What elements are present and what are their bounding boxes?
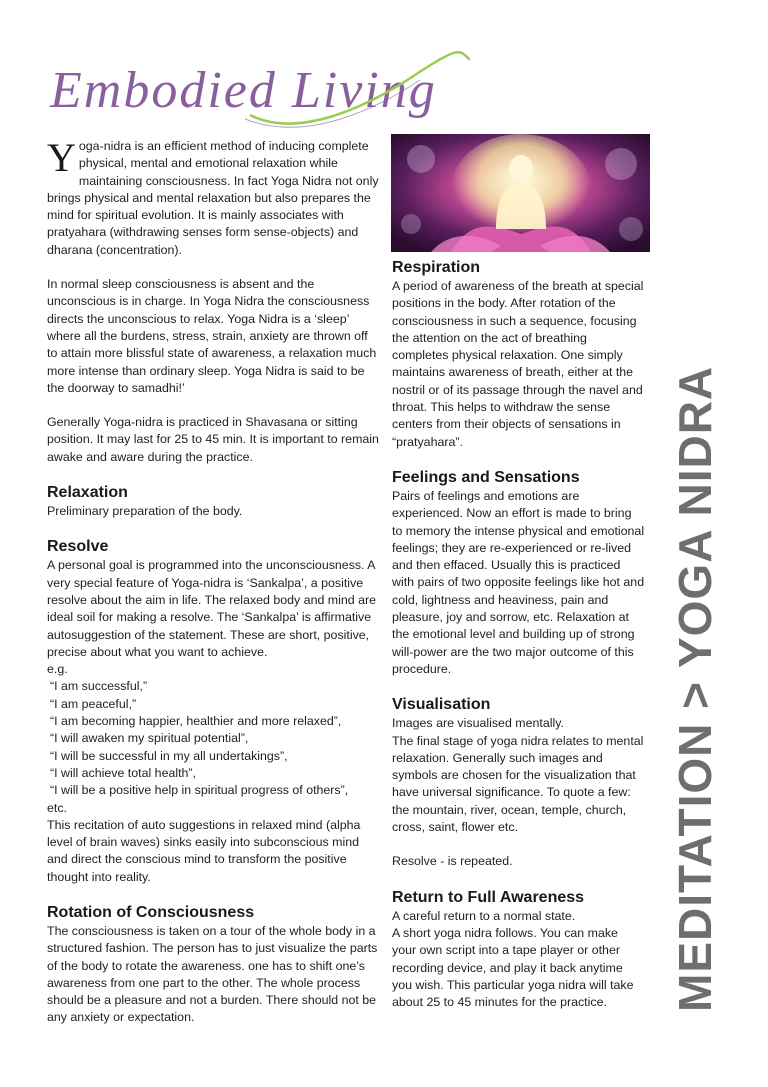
relaxation-heading: Relaxation (47, 484, 128, 502)
example-line: “I will achieve total health”, (50, 765, 197, 780)
rotation-heading: Rotation of Consciousness (47, 903, 255, 921)
sleep-paragraph: In normal sleep consciousness is absent and the unconscious is in charge. In Yoga Nidra the consciousness directs the unconscious to relax. Yoga Nidra is a ‘sleep’ where all the burdens, stress, strain, anxiety are thrown off to attain more blissful state of awareness, a relaxation much more intense than ordinary sleep. Yoga Nidra is said to be the doorway to samadhi!’ (47, 277, 377, 395)
example-line: “I am peaceful,” (50, 696, 137, 711)
resolve-text: A personal goal is programmed into the unconsciousness. A very special feature of Yoga-nidra is ‘Sankalpa’, a positive resolve about the aim in life. The relaxed body and mind are ideal soil for making a resolve. The ‘Sankalpa’ is affirmative autosuggestion of the statement. These are short, positive, precise about what you want to achieve. (47, 558, 377, 659)
meditation-photo (391, 134, 650, 252)
visualisation-text-1: Images are visualised mentally. (392, 716, 564, 731)
example-line: “I will awaken my spiritual potential”, (50, 731, 249, 746)
resolve-heading: Resolve (47, 538, 109, 556)
rotation-text: The consciousness is taken on a tour of the whole body in a structured fashion. The person has to just visualize the parts of the body to rotate the awareness. one has to shift one’s awareness from one part to the other. The whole process should be a pleasure and not a burden. There should not be any anxiety or expectation. (47, 923, 378, 1025)
example-line: “I will be successful in my all undertakings”, (50, 748, 288, 763)
feelings-text: Pairs of feelings and emotions are experienced. Now an effort is made to bring to memory the intense physical and emotional feelings; they are re-experienced or re-lived and then effaced. Usually this is practiced with pairs of two opposite feelings like hot and cold, lightness and heaviness, pain and pleasure, joy and sorrow, etc. Relaxation at the emotional level and building up of strong will-power are the two major outcome of this procedure. (392, 488, 645, 676)
left-column (47, 135, 379, 1027)
section-side-title: MEDITATION > YOGA NIDRA (669, 365, 721, 1012)
respiration-text: A period of awareness of the breath at special positions in the body. After rotation of the consciousness in such a sequence, focusing the attention on the act of breathing completes physical relaxation. One simply maintains awareness of breath, either at the nostril or of its passage through the navel and throat. This helps to withdraw the sense centers from their objects of sensations in “pratyahara”. (392, 279, 644, 449)
return-text-2: A short yoga nidra follows. You can make your own script into a tape player or other recording device, and play it back anytime you wish. This particular yoga nidra will take about 25 to 45 minutes for the practice. (392, 925, 634, 1010)
example-line: “I am successful,” (50, 679, 148, 694)
example-line: “I will be a positive help in spiritual progress of others”, (50, 783, 349, 798)
etc-label: etc. (47, 800, 67, 815)
resolve-after-text: This recitation of auto suggestions in relaxed mind (alpha level of brain waves) sinks easily into subconscious mind and direct the conscious mind to transform the positive thought into reality. (47, 817, 361, 884)
embodied-living-logo (40, 45, 470, 135)
intro-text: oga-nidra is an efficient method of inducing complete physical, mental and emotional relaxation while maintaining consciousness. In fact Yoga Nidra not only brings physical and mental relaxation but also prepares the mind for spiritual evolution. It is mainly associates with pratyahara (withdrawing senses form sense-objects) and dharana (concentration). (47, 139, 379, 257)
logo-graphic (40, 45, 470, 135)
relaxation-text: Preliminary preparation of the body. (47, 504, 243, 519)
respiration-heading: Respiration (392, 259, 481, 276)
resolve-repeat-text: Resolve - is repeated. (392, 854, 513, 869)
return-heading: Return to Full Awareness (392, 888, 585, 906)
eg-label: e.g. (47, 662, 68, 677)
drop-cap: Y (47, 135, 76, 180)
practice-paragraph: Generally Yoga-nidra is practiced in Shavasana or sitting position. It may last for 25 to 45 min. It is important to remain awake and aware during the practice. (47, 415, 379, 464)
visualisation-heading: Visualisation (392, 696, 491, 714)
feelings-heading: Feelings and Sensations (392, 468, 580, 486)
visualisation-text-2: The final stage of yoga nidra relates to mental relaxation. Generally such images and symbols are chosen for the visualization that have universal significance. To quote a few: the mountain, river, ocean, temple, church, cross, saint, flower etc. (392, 733, 644, 835)
intro-paragraph (47, 135, 379, 259)
example-line: “I am becoming happier, healthier and more relaxed”, (50, 714, 342, 729)
logo-text: Embodied Living (50, 62, 437, 119)
right-column (392, 258, 645, 1011)
return-text-1: A careful return to a normal state. (392, 908, 576, 923)
